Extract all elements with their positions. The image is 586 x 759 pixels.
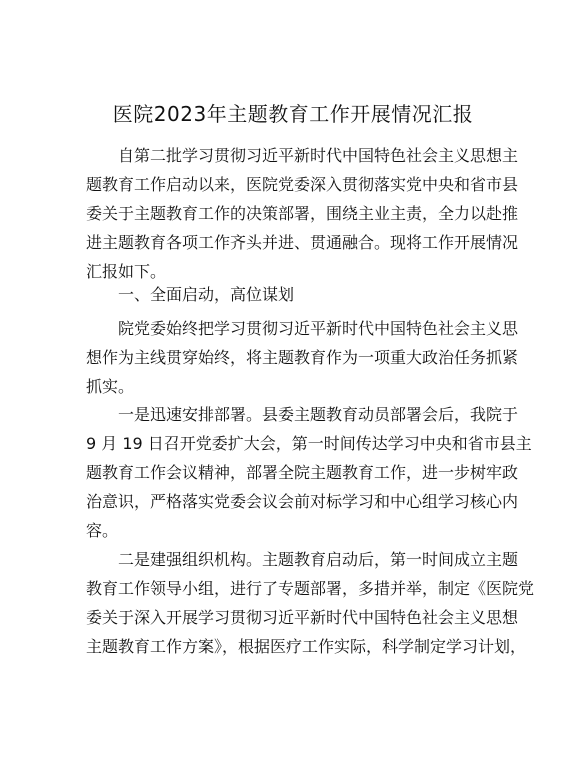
paragraph-section-intro	[86, 314, 519, 401]
paragraph-organization	[86, 545, 535, 661]
paragraph-line: 容。	[86, 521, 119, 540]
paragraph-line: 院党委始终把学习贯彻习近平新时代中国特色社会主义思	[118, 319, 519, 338]
paragraph-line: 汇报如下。	[86, 262, 167, 281]
paragraph-line: 9 月 19 日召开党委扩大会，第一时间传达学习中央和省市县主	[86, 434, 532, 453]
paragraph-line: 抓实。	[86, 377, 135, 396]
paragraph-line: 委关于主题教育工作的决策部署，围绕主业主责，全力以赴推	[86, 204, 519, 223]
paragraph-line: 想作为主线贯穿始终，将主题教育作为一项重大政治任务抓紧	[86, 348, 519, 367]
paragraph-intro	[86, 141, 519, 286]
paragraph-deployment	[86, 400, 532, 545]
paragraph-line: 一是迅速安排部署。县委主题教育动员部署会后，我院于	[118, 405, 519, 424]
paragraph-line: 题教育工作会议精神，部署全院主题教育工作，进一步树牢政	[86, 463, 519, 482]
paragraph-line: 自第二批学习贯彻习近平新时代中国特色社会主义思想主	[118, 146, 519, 165]
section-heading	[86, 280, 500, 309]
paragraph-line: 二是建强组织机构。主题教育启动后，第一时间成立主题	[118, 550, 519, 569]
section-heading-text: 一、全面启动，高位谋划	[118, 285, 295, 304]
document-title: 医院2023年主题教育工作开展情况汇报	[112, 102, 474, 126]
paragraph-line: 题教育工作启动以来，医院党委深入贯彻落实党中央和省市县	[86, 175, 519, 194]
paragraph-line: 进主题教育各项工作齐头并进、贯通融合。现将工作开展情况	[86, 233, 519, 252]
paragraph-line: 主题教育工作方案》，根据医疗工作实际，科学制定学习计划，	[86, 637, 527, 656]
paragraph-line: 教育工作领导小组，进行了专题部署，多措并举，制定《医院党	[86, 579, 535, 598]
paragraph-line: 治意识，严格落实党委会议会前对标学习和中心组学习核心内	[86, 492, 519, 511]
paragraph-line: 委关于深入开展学习贯彻习近平新时代中国特色社会主义思想	[86, 608, 519, 627]
